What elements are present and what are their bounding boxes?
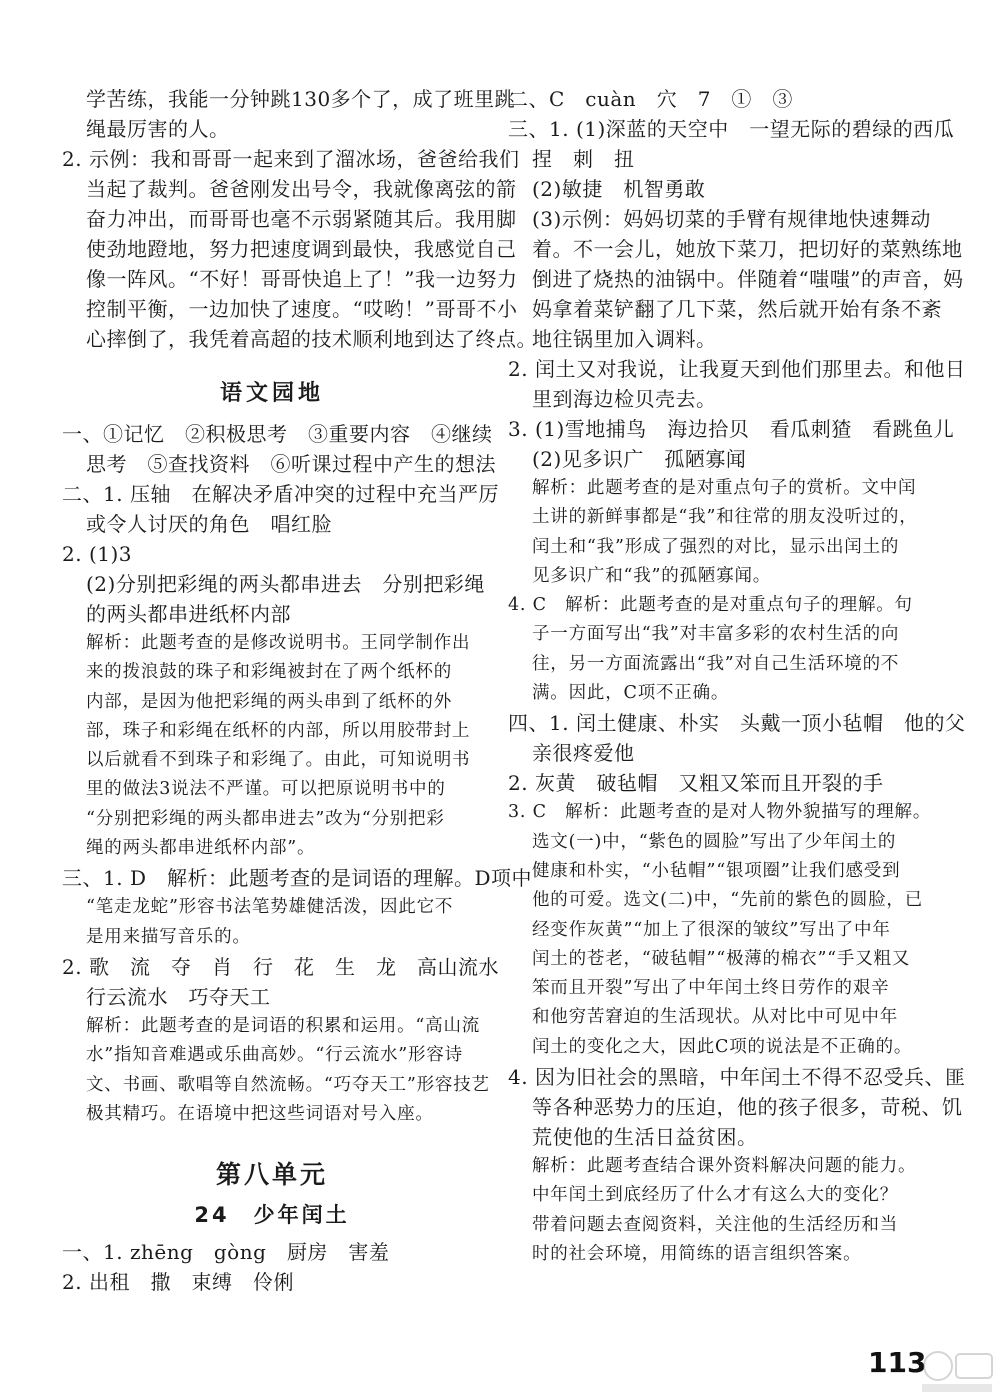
text-line: 行云流水 巧夺天工 (86, 984, 271, 1009)
text-line: 二、C cuàn 穴 7 ① ③ (508, 87, 793, 111)
unit-title: 第八单元 (215, 1160, 328, 1190)
explanation-line: 部，珠子和彩绳在纸杯的内部，所以用胶带封上 (86, 720, 471, 741)
text-line: 奋力冲出，而哥哥也毫不示弱紧随其后。我用脚 (86, 207, 517, 231)
explanation-line: 满。因此，C项不正确。 (532, 683, 730, 704)
explanation-line: 土讲的新鲜事都是“我”和往常的朋友没听过的， (532, 507, 918, 528)
text-line: 控制平衡，一边加快了速度。“哎哟！”哥哥不小 (86, 297, 518, 321)
explanation-line: 经变作灰黄”“加上了很深的皱纹”写出了中年 (532, 919, 891, 940)
text-line: 4. 因为旧社会的黑暗，中年闰土不得不忍受兵、匪 (508, 1065, 966, 1090)
text-line: 2. (1)3 (62, 542, 132, 566)
explanation-line: 文、书画、歌唱等自然流畅。“巧夺天工”形容技艺 (86, 1074, 490, 1095)
explanation-line: 闰土和“我”形成了强烈的对比，显示出闰土的 (532, 536, 900, 557)
text-line: 或令人讨厌的角色 唱红脸 (86, 512, 332, 536)
explanation-line: 里的做法3说法不严谨。可以把原说明书中的 (86, 779, 446, 800)
explanation-line: 极其精巧。在语境中把这些词语对号入座。 (86, 1103, 434, 1124)
explanation-line: 4. C 解析：此题考查的是对重点句子的理解。句 (508, 595, 913, 616)
explanation-line: 时的社会环境，用简练的语言组织答案。 (532, 1243, 862, 1264)
text-line: 学苦练，我能一分钟跳130多个了，成了班里跳 (86, 87, 516, 111)
text-line: (3)示例：妈妈切菜的手臂有规律地快速舞动 (532, 207, 931, 231)
explanation-line: 内部，是因为他把彩绳的两头串到了纸杯的外 (86, 691, 452, 712)
watermark-logo-icon (918, 1346, 998, 1396)
text-line: 2. 闰土又对我说，让我夏天到他们那里去。和他日 (508, 357, 966, 381)
explanation-line: 水”指知音难遇或乐曲高妙。“行云流水”形容诗 (86, 1045, 463, 1066)
text-line: (2)敏捷 机智勇敢 (532, 177, 706, 201)
text-line: 一、①记忆 ②积极思考 ③重要内容 ④继续 (62, 422, 493, 446)
text-line: 使劲地蹬地，努力把速度调到最快，我感觉自己 (86, 237, 517, 261)
explanation-line: 解析：此题考查的是修改说明书。王同学制作出 (86, 633, 471, 653)
section-title: 语文园地 (219, 381, 324, 406)
explanation-line: 往，另一方面流露出“我”对自己生活环境的不 (532, 653, 900, 674)
text-line: 2. 示例：我和哥哥一起来到了溜冰场，爸爸给我们 (62, 147, 520, 171)
text-line: 四、1. 闰土健康、朴实 头戴一顶小毡帽 他的父 (508, 711, 966, 736)
text-line: 里到海边检贝壳去。 (532, 387, 717, 411)
explanation-line: 闰土的苍老，“破毡帽”“极薄的棉衣”“手又粗又 (532, 948, 911, 969)
text-line: 荒使他的生活日益贫困。 (532, 1125, 758, 1150)
explanation-line: 来的拨浪鼓的珠子和彩绳被封在了两个纸杯的 (86, 662, 452, 683)
text-line: 三、1. (1)深蓝的天空中 一望无际的碧绿的西瓜 (508, 117, 955, 141)
text-line: 妈拿着菜铲翻了几下菜，然后就开始有条不紊 (532, 297, 942, 321)
explanation-line: 健康和朴实，“小毡帽”“银项圈”让我们感受到 (532, 860, 901, 881)
text-line: 2. 歌 流 夺 肖 行 花 生 龙 高山流水 (62, 954, 499, 979)
text-line: 一、1. zhēng gòng 厨房 害羞 (62, 1240, 390, 1265)
text-line: 2. 出租 撒 束缚 伶俐 (62, 1270, 294, 1295)
explanation-line: 他的可爱。选文(二)中，“先前的紫色的圆脸，已 (532, 890, 923, 911)
explanation-line: 解析：此题考查结合课外资料解决问题的能力。 (532, 1156, 917, 1177)
text-line: 的两头都串进纸杯内部 (86, 602, 291, 626)
explanation-line: 带着问题去查阅资料，关注他的生活经历和当 (532, 1214, 898, 1235)
text-line: 3. (1)雪地捕鸟 海边拾贝 看瓜刺猹 看跳鱼儿 (508, 417, 955, 441)
text-line: (2)分别把彩绳的两头都串进去 分别把彩绳 (86, 572, 485, 596)
explanation-line: 和他穷苦窘迫的生活现状。从对比中可见中年 (532, 1007, 898, 1028)
text-line: 倒进了烧热的油锅中。伴随着“嗤嗤”的声音，妈 (532, 267, 964, 291)
text-line: 着。不一会儿，她放下菜刀，把切好的菜熟练地 (532, 237, 963, 261)
text-line: (2)见多识广 孤陋寡闻 (532, 447, 747, 471)
text-line: 等各种恶势力的压迫，他的孩子很多，苛税、饥 (532, 1095, 963, 1120)
text-line: 像一阵风。“不好！哥哥快追上了！”我一边努力 (86, 267, 518, 291)
page-number: 113 (868, 1346, 927, 1379)
explanation-line: 解析：此题考查的是词语的积累和运用。“高山流 (86, 1015, 481, 1036)
text-line: 地往锅里加入调料。 (532, 327, 717, 351)
lesson-title: 24 少年闰土 (194, 1203, 350, 1228)
explanation-line: “分别把彩绳的两头都串进去”改为“分别把彩 (86, 808, 445, 829)
explanation-line: 笨而且开裂”写出了中年闰土终日劳作的艰辛 (532, 978, 890, 999)
text-line: 2. 灰黄 破毡帽 又粗又笨而且开裂的手 (508, 771, 884, 796)
right-column (508, 84, 966, 1269)
explanation-line: “笔走龙蛇”形容书法笔势雄健活泼，因此它不 (86, 897, 454, 918)
explanation-line: 选文(一)中，“紫色的圆脸”写出了少年闰土的 (532, 831, 897, 852)
text-line: 亲很疼爱他 (532, 741, 635, 766)
left-column (62, 84, 537, 1297)
text-line: 思考 ⑤查找资料 ⑥听课过程中产生的想法 (86, 452, 496, 476)
explanation-line: 闰土的变化之大，因此C项的说法是不正确的。 (532, 1036, 913, 1057)
explanation-line: 以后就看不到珠子和彩绳了。由此，可知说明书 (86, 750, 471, 771)
explanation-line: 3. C 解析：此题考查的是对人物外貌描写的理解。 (508, 802, 932, 823)
text-line: 三、1. D 解析：此题考查的是词语的理解。D项中 (62, 866, 533, 891)
explanation-line: 绳的两头都串进纸杯内部”。 (86, 838, 316, 859)
explanation-line: 子一方面写出“我”对丰富多彩的农村生活的向 (532, 624, 900, 645)
explanation-line: 解析：此题考查的是对重点句子的赏析。文中闰 (532, 478, 917, 498)
text-line: 心摔倒了，我凭着高超的技术顺利地到达了终点。 (86, 327, 537, 351)
text-line: 当起了裁判。爸爸刚发出号令，我就像离弦的箭 (86, 177, 517, 201)
text-line: 二、1. 压轴 在解决矛盾冲突的过程中充当严厉 (62, 482, 499, 506)
text-line: 捏 刺 扭 (532, 147, 635, 171)
explanation-line: 是用来描写音乐的。 (86, 926, 251, 947)
explanation-line: 见多识广和“我”的孤陋寡闻。 (532, 565, 772, 586)
text-line: 绳最厉害的人。 (86, 117, 230, 141)
explanation-line: 中年闰土到底经历了什么才有这么大的变化？ (532, 1185, 898, 1206)
